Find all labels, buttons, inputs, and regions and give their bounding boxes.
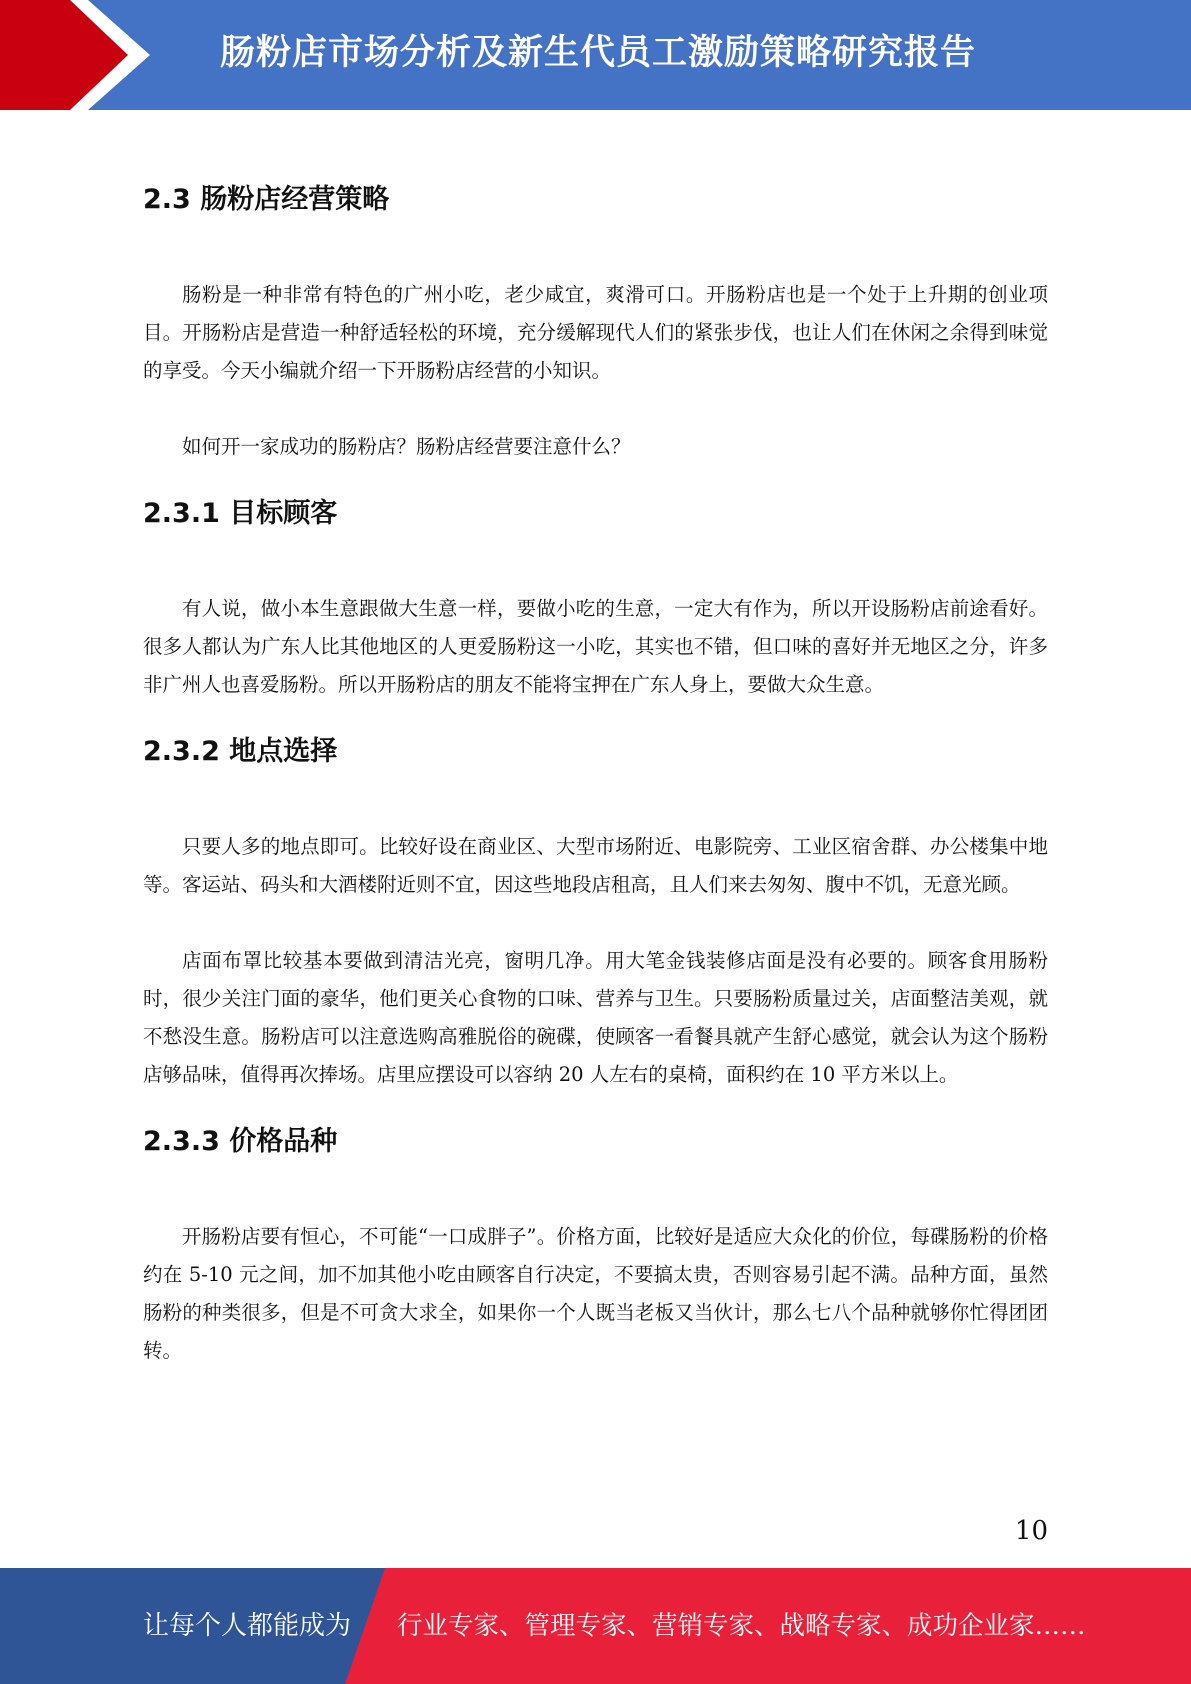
paragraph: 只要人多的地点即可。比较好设在商业区、大型市场附近、电影院旁、工业区宿舍群、办公楼集中地等。客运站、码头和大酒楼附近则不宜，因这些地段店租高，且人们来去匆匆、腹中不饥，无意光顾。 <box>143 835 1048 896</box>
document-title: 肠粉店市场分析及新生代员工激励策略研究报告 <box>220 33 977 73</box>
paragraph: 开肠粉店要有恒心，不可能“一口成胖子”。价格方面，比较好是适应大众化的价位，每碟肠粉的价格约在 5-10 元之间，加不加其他小吃由顾客自行决定，不要搞太贵，否则容易引起不满。品种方面，虽然肠粉的种类很多，但是不可贪大求全，如果你一个人既当老板又当伙计，那么七八个品种就够你忙得团团转。 <box>143 1225 1048 1362</box>
footer-slogan-left: 让每个人都能成为 <box>143 1611 352 1641</box>
footer-slogan-right: 行业专家、管理专家、营销专家、战略专家、成功企业家…… <box>397 1611 1086 1641</box>
section-heading-2-3: 2.3 肠粉店经营策略 <box>143 184 390 215</box>
header-banner <box>0 0 1191 110</box>
footer-banner <box>0 1568 1191 1684</box>
document-body <box>143 172 1048 1370</box>
paragraph: 店面布罩比较基本要做到清洁光亮，窗明几净。用大笔金钱装修店面是没有必要的。顾客食用肠粉时，很少关注门面的豪华，他们更关心食物的口味、营养与卫生。只要肠粉质量过关，店面整洁美观，就不愁没生意。肠粉店可以注意选购高雅脱俗的碗碟，使顾客一看餐具就产生舒心感觉，就会认为这个肠粉店够品味，值得再次捧场。店里应摆设可以容纳 20 人左右的桌椅，面积约在 10 平方米以上。 <box>143 949 1048 1086</box>
paragraph: 肠粉是一种非常有特色的广州小吃，老少咸宜，爽滑可口。开肠粉店也是一个处于上升期的创业项目。开肠粉店是营造一种舒适轻松的环境，充分缓解现代人们的紧张步伐，也让人们在休闲之余得到味觉的享受。今天小编就介绍一下开肠粉店经营的小知识。 <box>143 283 1048 382</box>
section-heading-2-3-3: 2.3.3 价格品种 <box>143 1126 338 1157</box>
paragraph: 有人说，做小本生意跟做大生意一样，要做小吃的生意，一定大有作为，所以开设肠粉店前途看好。很多人都认为广东人比其他地区的人更爱肠粉这一小吃，其实也不错，但口味的喜好并无地区之分，许多非广州人也喜爱肠粉。所以开肠粉店的朋友不能将宝押在广东人身上，要做大众生意。 <box>143 597 1048 696</box>
section-heading-2-3-2: 2.3.2 地点选择 <box>143 736 338 767</box>
header-chevron-fill <box>0 0 128 110</box>
header-chevron-icon <box>0 0 150 110</box>
paragraph: 如何开一家成功的肠粉店？肠粉店经营要注意什么？ <box>182 435 631 458</box>
section-heading-2-3-1: 2.3.1 目标顾客 <box>143 498 338 529</box>
page-number: 10 <box>1014 1516 1048 1546</box>
